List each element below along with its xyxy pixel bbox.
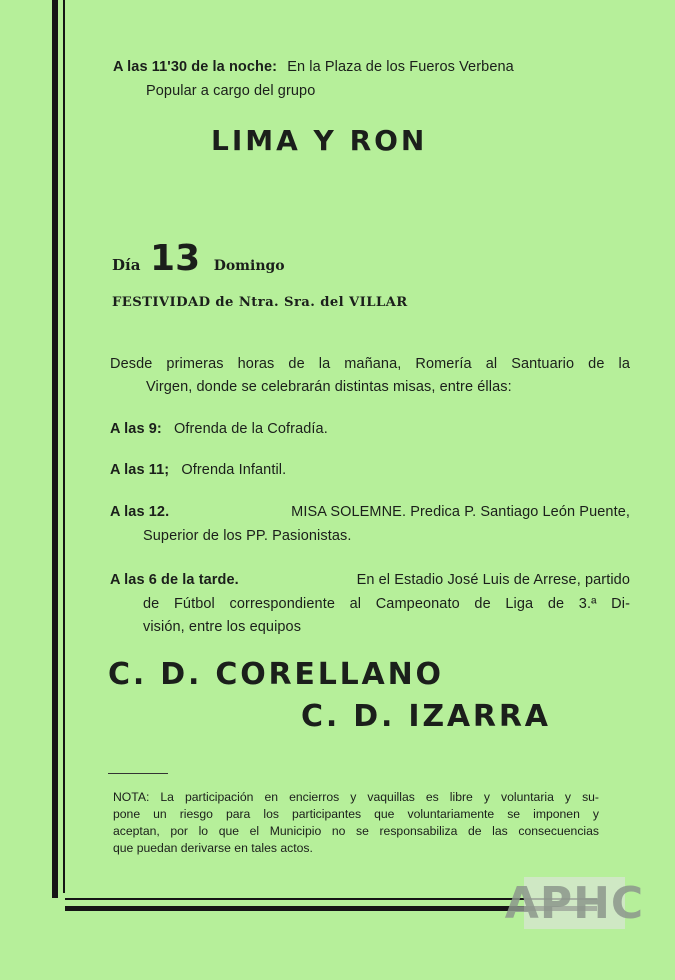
event-9-desc: Ofrenda de la Cofradía. [173,421,328,437]
event-12-time: A las 12. [110,504,170,520]
festivity-title: FESTIVIDAD de Ntra. Sra. del VILLAR [112,295,408,310]
event-9 [110,420,328,438]
event-12-desc-2: Superior de los PP. Pasionistas. [143,528,352,544]
verbena-line-1 [113,58,514,76]
day-weekday: Domingo [213,258,285,274]
verbena-time: A las 11'30 de la noche: [113,59,278,75]
event-11 [110,461,286,479]
team-1: C. D. CORELLANO [108,657,444,692]
intro-line-1: Desde primeras horas de la mañana, Romería al Santuario de la [110,356,630,372]
event-6-desc-3: visión, entre los equipos [143,619,302,635]
event-6-desc: En el Estadio José Luis de Arrese, partido [356,572,630,588]
aphc-watermark-logo: APHC [504,877,645,929]
note-line-1: NOTA: La participación en encierros y vaquillas es libre y voluntaria y su- [113,790,599,804]
band-name: LIMA Y RON [211,124,428,157]
event-9-time: A las 9: [110,421,162,437]
event-11-desc: Ofrenda Infantil. [181,462,287,478]
left-border-thin [63,0,65,893]
day-number: 13 [150,238,201,279]
event-6-time: A las 6 de la tarde. [110,572,239,588]
note-line-4: que puedan derivarse en tales actos. [113,841,313,855]
note-line-2: pone un riesgo para los participantes que voluntariamente se imponen y [113,807,599,821]
event-6-desc-2: de Fútbol correspondiente al Campeonato de Liga de 3.ª Di- [143,596,630,612]
day-label: Día [112,256,141,274]
event-11-time: A las 11; [110,462,170,478]
verbena-line-2: Popular a cargo del grupo [146,83,316,99]
left-border-thick [52,0,58,898]
verbena-place: En la Plaza de los Fueros Verbena [287,59,514,75]
event-6 [110,571,630,589]
note-line-3: aceptan, por lo que el Municipio no se responsabiliza de las consecuencias [113,824,599,838]
event-12 [110,503,630,521]
intro-line-2: Virgen, donde se celebrarán distintas misas, entre éllas: [146,379,512,395]
note-divider [108,773,168,774]
event-12-desc: MISA SOLEMNE. Predica P. Santiago León Puente, [291,504,630,520]
team-2: C. D. IZARRA [301,699,551,734]
day-heading [112,238,285,279]
